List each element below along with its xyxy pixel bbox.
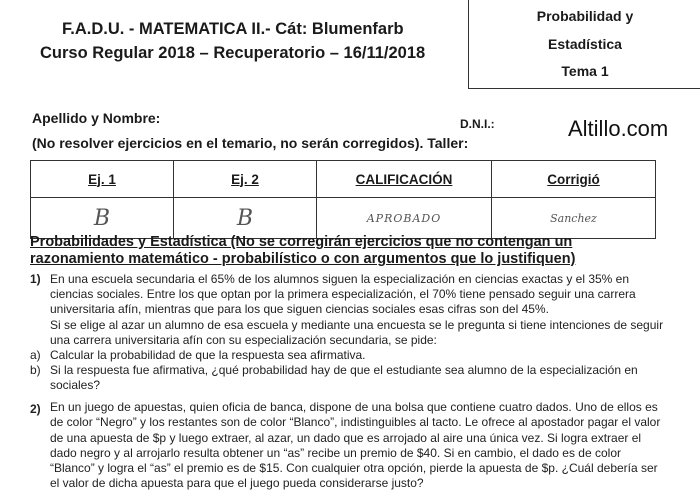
topic-line-3: Tema 1 bbox=[561, 63, 609, 79]
exercise-1-number: 1) bbox=[30, 272, 41, 286]
exercise-1b-text: Si la respuesta fue afirmativa, ¿qué probabilidad hay de que el estudiante sea alumno de la especialización en sociales? bbox=[50, 363, 638, 393]
dni-label: D.N.I.: bbox=[460, 117, 495, 131]
grade-ej1: B bbox=[31, 198, 174, 239]
exercise-1a-text: Calcular la probabilidad de que la respuesta sea afirmativa. bbox=[50, 348, 366, 362]
header-ej2: Ej. 2 bbox=[174, 161, 317, 198]
grade-table bbox=[30, 160, 656, 239]
course-title: F.A.D.U. - MATEMATICA II.- Cát: Blumenfarb bbox=[62, 20, 404, 38]
grade-corrigio: Sanchez bbox=[492, 198, 656, 239]
grade-header-row bbox=[31, 161, 656, 198]
instructions-note: (No resolver ejercicios en el temario, no serán corregidos). Taller: bbox=[32, 135, 469, 151]
exercise-2-text: En un juego de apuestas, quien oficia de banca, dispone de una bolsa que contiene cuatro dados. Uno de ellos es de color “Negro” y los restantes son de color “Blanco”, indistinguibles al tacto. Le ofrece al apostador pagar el valor de una apuesta de $p y luego extraer, al azar, un dado que es arrojado al aire una única vez. Si logra extraer el dado negro y al arrojarlo resulta obtener un “as” recibe un premio de $40. Si en cambio, el dado es de color “Blanco” y logra el “as” el premio es de $15. Con cualquier otra opción, pierde la apuesta de $p. ¿Cuál debería ser el valor de dicha apuesta para que el juego pueda considerarse justo? bbox=[50, 400, 661, 491]
grade-calificacion: APROBADO bbox=[317, 198, 492, 239]
topic-line-1: Probabilidad y bbox=[536, 8, 634, 24]
exam-subtitle: Curso Regular 2018 – Recuperatorio – 16/11/2018 bbox=[40, 44, 426, 62]
section-title: Probabilidades y Estadística (No se corregirán ejercicios que no contengan un razonamiento matemático - probabilístico o con argumentos que lo justifiquen) bbox=[30, 234, 576, 267]
header-calificacion: CALIFICACIÓN bbox=[317, 161, 492, 198]
grade-ej2: B bbox=[174, 198, 317, 239]
topic-line-2: Estadística bbox=[548, 36, 622, 52]
altillo-watermark: Altillo.com bbox=[568, 116, 669, 141]
header-corrigio: Corrigió bbox=[492, 161, 656, 198]
exercise-1a-label: a) bbox=[30, 348, 41, 362]
topic-box bbox=[468, 0, 700, 89]
exercise-1-text: En una escuela secundaria el 65% de los alumnos siguen la especialización en ciencias exactas y el 35% en ciencias sociales. Entre los que optan por la primera especialización, el 70% tiene pensado seguir una carrera universitaria afín, mientras que para los que siguen ciencias sociales esas cifras son del 45%. Si se elige al azar un alumno de esa escuela y mediante una encuesta se le pregunta si tiene intenciones de seguir una carrera universitaria afín con su especialización secundaria, se pide: bbox=[50, 272, 664, 347]
grade-values-row bbox=[31, 198, 656, 239]
name-label: Apellido y Nombre: bbox=[32, 110, 161, 126]
exercise-2-number: 2) bbox=[30, 402, 41, 416]
exercise-1b-label: b) bbox=[30, 363, 41, 377]
header-ej1: Ej. 1 bbox=[31, 161, 174, 198]
